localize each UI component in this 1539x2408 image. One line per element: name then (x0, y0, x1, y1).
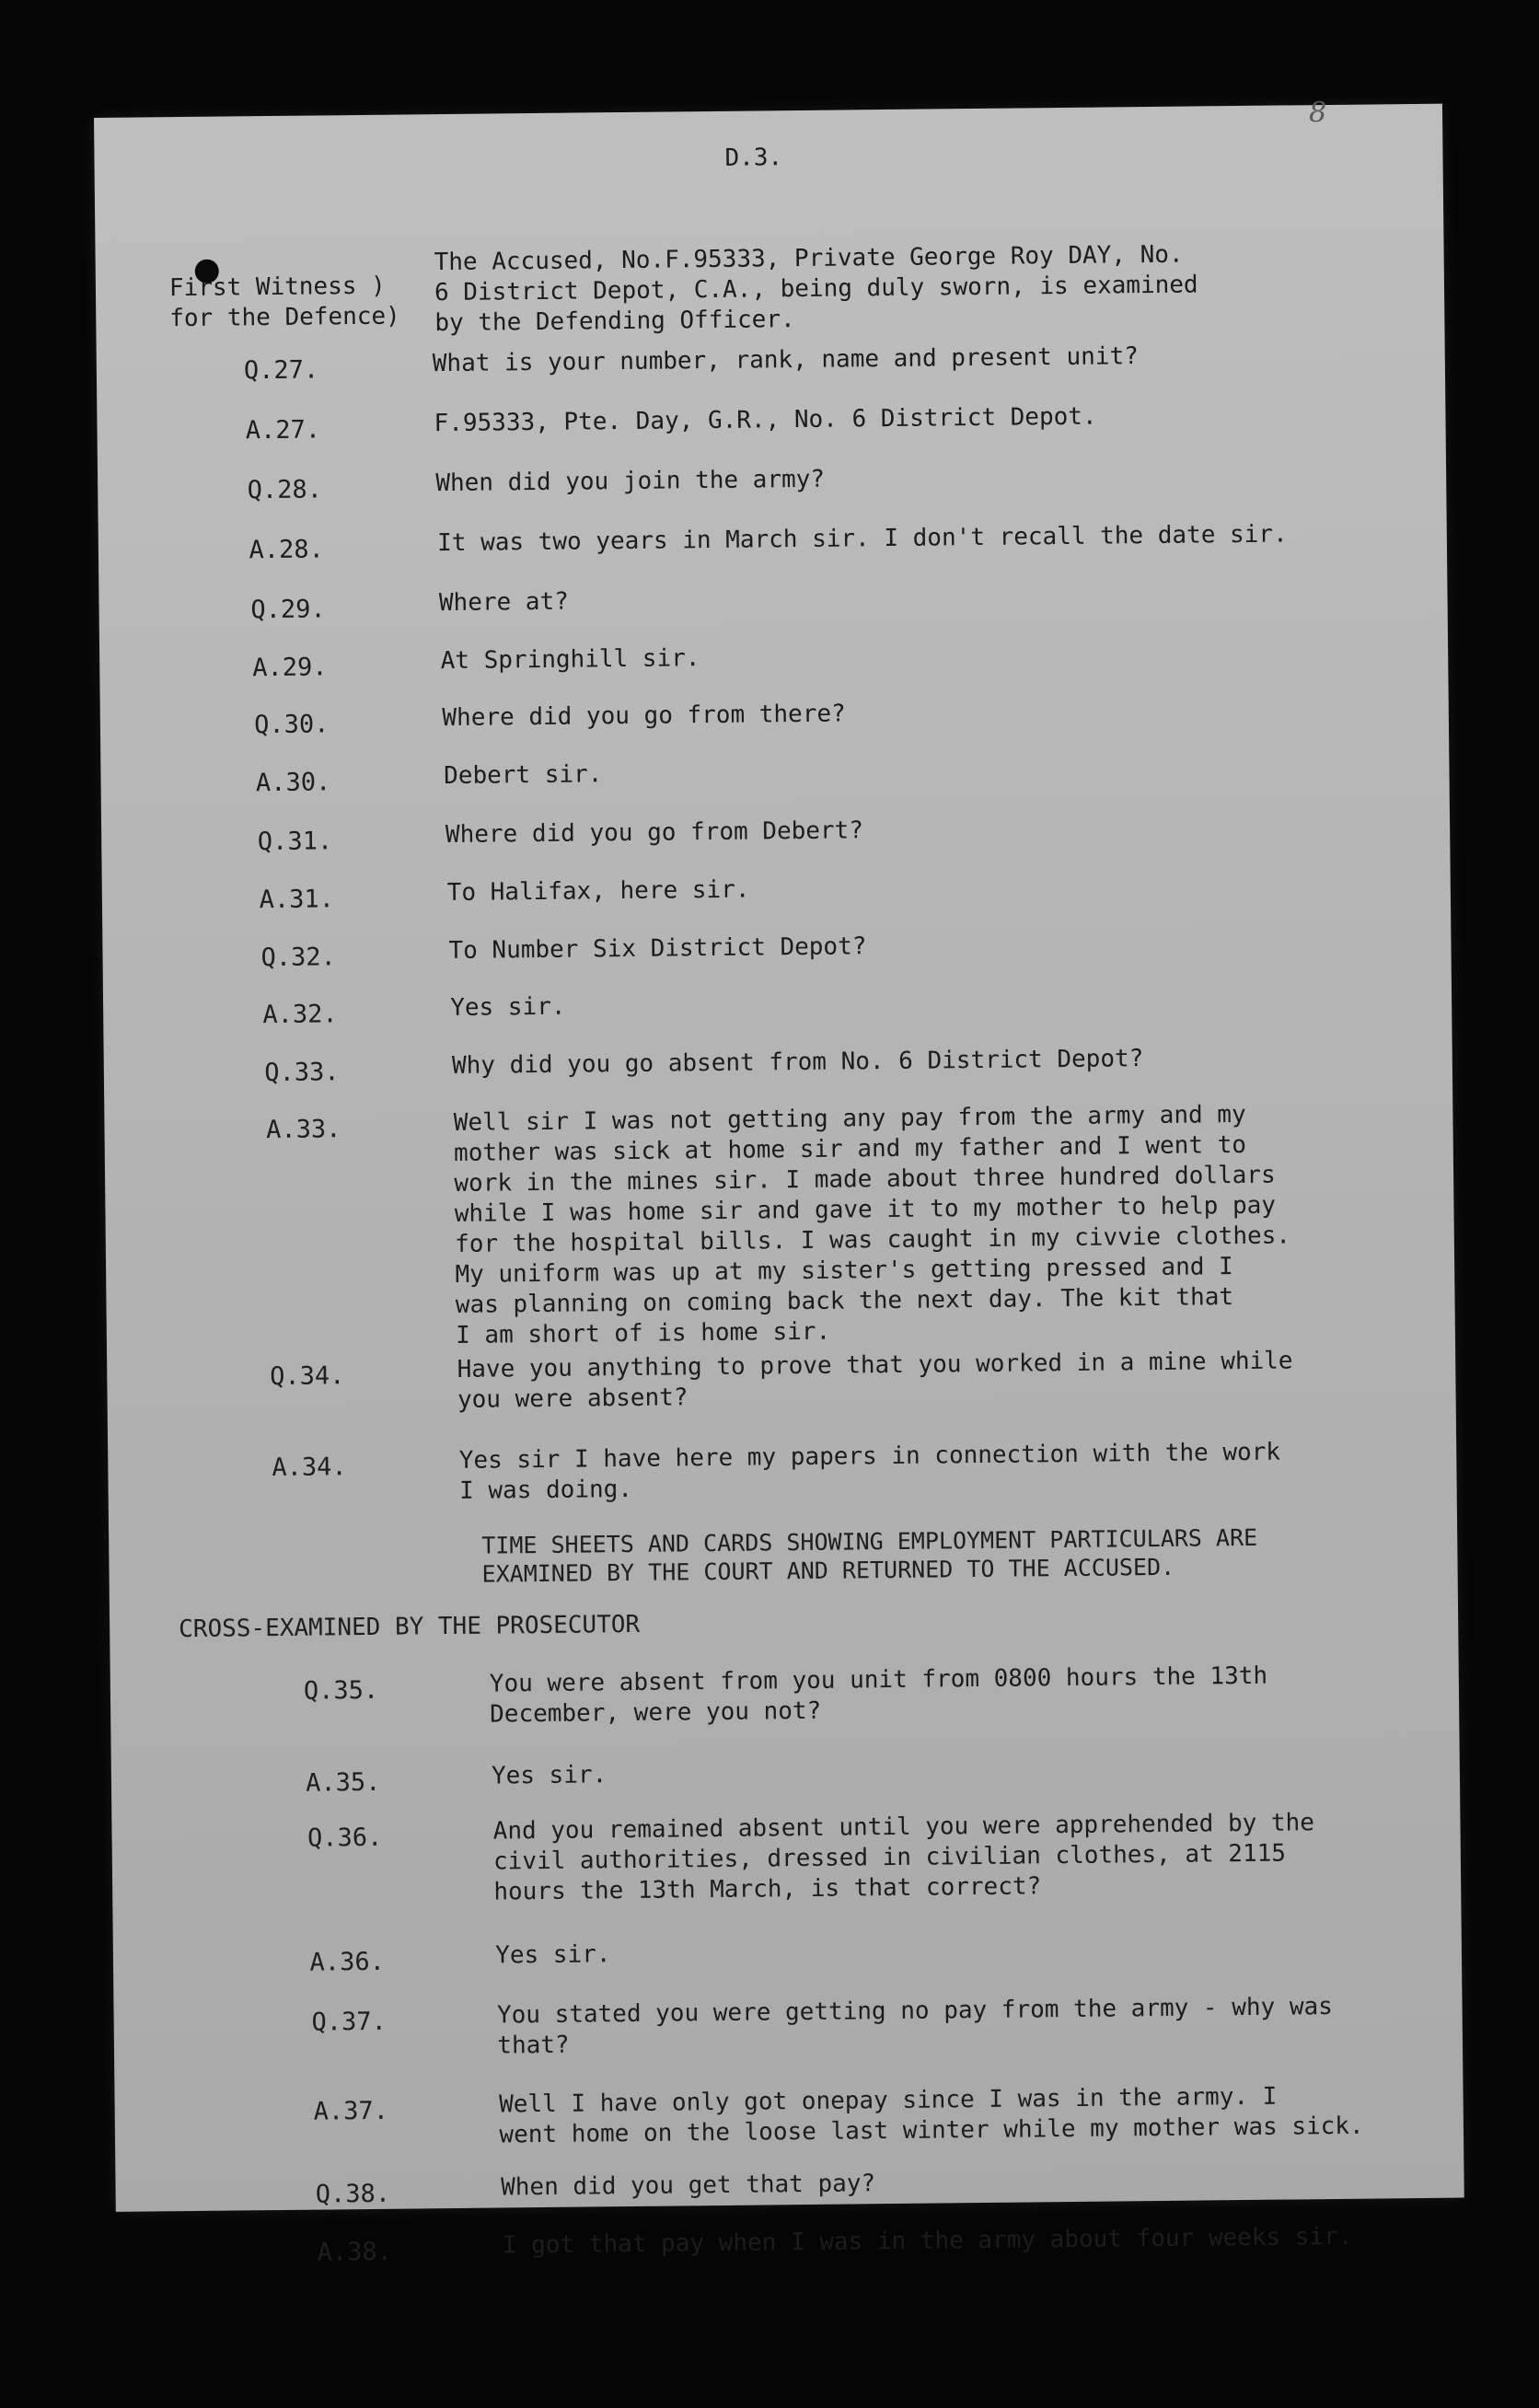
text-line: Yes sir I have here my papers in connection with the work (458, 1438, 1281, 1475)
text-line: Have you anything to prove that you worked in a mine while (457, 1347, 1293, 1383)
answer-number: A.33. (265, 1115, 341, 1145)
question-number: Q.27. (243, 355, 319, 386)
text-line: Well sir I was not getting any pay from the army and my (453, 1100, 1246, 1137)
text-line: I was doing. (458, 1475, 633, 1505)
text-line: Yes sir. (491, 1761, 608, 1790)
answer-text (499, 2081, 1364, 2151)
text-line: When did you join the army? (435, 465, 826, 498)
answer-number: A.38. (317, 2237, 393, 2267)
question-text (433, 342, 1139, 379)
answer-text (437, 519, 1288, 559)
question-text (446, 816, 863, 851)
question-text (439, 587, 569, 619)
question-text (435, 465, 825, 499)
corner-mark: 8 (1308, 96, 1327, 130)
witness-label (169, 271, 410, 334)
answer-text (492, 1760, 608, 1791)
question-text (501, 2169, 875, 2203)
question-number: Q.34. (269, 1361, 345, 1392)
question-number: Q.38. (315, 2179, 391, 2209)
answer-number: A.32. (262, 1000, 338, 1030)
answer-number: A.27. (245, 415, 321, 446)
answer-text (441, 643, 700, 677)
answer-text (444, 759, 603, 792)
text-line: I got that pay when I was in the army about four weeks sir. (502, 2222, 1353, 2260)
question-number: Q.35. (303, 1675, 379, 1706)
witness-label-line: for the Defence) (169, 302, 400, 333)
text-line: hours the 13th March, is that correct? (493, 1872, 1042, 1906)
witness-label-line: First Witness ) (168, 272, 386, 303)
answer-text (495, 1939, 611, 1971)
court-note (481, 1523, 1257, 1589)
answer-number: A.35. (305, 1767, 381, 1798)
question-number: Q.36. (307, 1823, 383, 1853)
text-line: Well I have only got onepay since I was in the army. I (498, 2082, 1278, 2119)
answer-number: A.37. (313, 2096, 389, 2126)
question-text (442, 699, 846, 734)
question-text (497, 1992, 1334, 2062)
court-note-line: EXAMINED BY THE COURT AND RETURNED TO THE ACCUSED. (481, 1553, 1175, 1588)
text-line: Debert sir. (444, 760, 603, 791)
answer-number: A.31. (259, 885, 335, 915)
answer-number: A.30. (255, 768, 331, 798)
page-number: D.3. (724, 144, 783, 172)
question-number: Q.28. (247, 475, 323, 505)
text-line: went home on the loose last winter while my mother was sick. (499, 2112, 1364, 2149)
text-line: civil authorities, dressed in civilian clothes, at 2115 (492, 1839, 1287, 1876)
text-line: It was two years in March sir. I don't recall the date sir. (436, 520, 1288, 558)
answer-text (450, 992, 566, 1024)
text-line: December, were you not? (490, 1696, 822, 1729)
document-page (94, 96, 1464, 2267)
text-line: that? (497, 2031, 570, 2060)
text-line: You stated you were getting no pay from the army - why was (496, 1993, 1334, 2030)
question-number: Q.32. (260, 943, 337, 973)
text-line: was planning on coming back the next day. The kit that (455, 1283, 1234, 1319)
answer-text (459, 1438, 1281, 1507)
cross-examination-heading: CROSS-EXAMINED BY THE PROSECUTOR (179, 1610, 641, 1644)
text-line: Where at? (438, 587, 569, 618)
answer-number: A.29. (252, 653, 328, 683)
text-line: Why did you go absent from No. 6 District Depot? (451, 1045, 1144, 1080)
answer-number: A.34. (272, 1453, 347, 1483)
text-line: while I was home sir and gave it to my mother to help pay (454, 1191, 1277, 1228)
answer-number: A.36. (309, 1947, 386, 1977)
question-text (490, 1661, 1268, 1731)
question-number: Q.31. (257, 827, 333, 857)
court-note-line: TIME SHEETS AND CARDS SHOWING EMPLOYMENT PARTICULARS ARE (481, 1523, 1258, 1559)
question-number: Q.33. (264, 1058, 340, 1088)
intro-line: The Accused, No.F.95333, Private George Roy DAY, No. (434, 240, 1184, 277)
text-line: My uniform was up at my sister's getting pressed and I (455, 1253, 1233, 1289)
text-line: To Halifax, here sir. (446, 875, 750, 908)
question-text (448, 932, 866, 967)
answer-text (503, 2222, 1353, 2262)
text-line: for the hospital bills. I was caught in my civvie clothes. (454, 1221, 1291, 1258)
text-line: Where did you go from Debert? (445, 816, 864, 850)
intro-line: 6 District Depot, C.A., being duly sworn, is examined (434, 271, 1198, 307)
question-text (493, 1808, 1315, 1907)
text-line: At Springhill sir. (440, 644, 700, 676)
intro-line: by the Defending Officer. (434, 306, 795, 338)
text-line: Yes sir. (450, 992, 566, 1022)
text-line: To Number Six District Depot? (448, 932, 867, 966)
text-line: work in the mines sir. I made about three hundred dollars (454, 1161, 1276, 1198)
answer-text (434, 402, 1096, 440)
question-number: Q.37. (311, 2007, 387, 2037)
text-line: And you remained absent until you were apprehended by the (492, 1809, 1315, 1846)
question-text (452, 1044, 1144, 1082)
answer-text (454, 1099, 1292, 1350)
witness-intro (434, 237, 1410, 339)
answer-text (447, 875, 750, 909)
text-line: Yes sir. (495, 1940, 611, 1970)
text-line: Where did you go from there? (442, 700, 846, 733)
text-line: you were absent? (457, 1383, 688, 1414)
answer-number: A.28. (249, 535, 324, 565)
text-line: You were absent from you unit from 0800 hours the 13th (489, 1661, 1268, 1698)
question-text (457, 1346, 1293, 1416)
text-line: When did you get that pay? (501, 2170, 876, 2202)
question-number: Q.29. (250, 595, 326, 625)
text-line: F.95333, Pte. Day, G.R., No. 6 District Depot. (434, 402, 1097, 438)
text-line: I am short of is home sir. (456, 1317, 831, 1349)
text-line: What is your number, rank, name and present unit? (432, 342, 1139, 378)
text-line: mother was sick at home sir and my father and I went to (453, 1130, 1247, 1167)
question-number: Q.30. (253, 710, 330, 740)
